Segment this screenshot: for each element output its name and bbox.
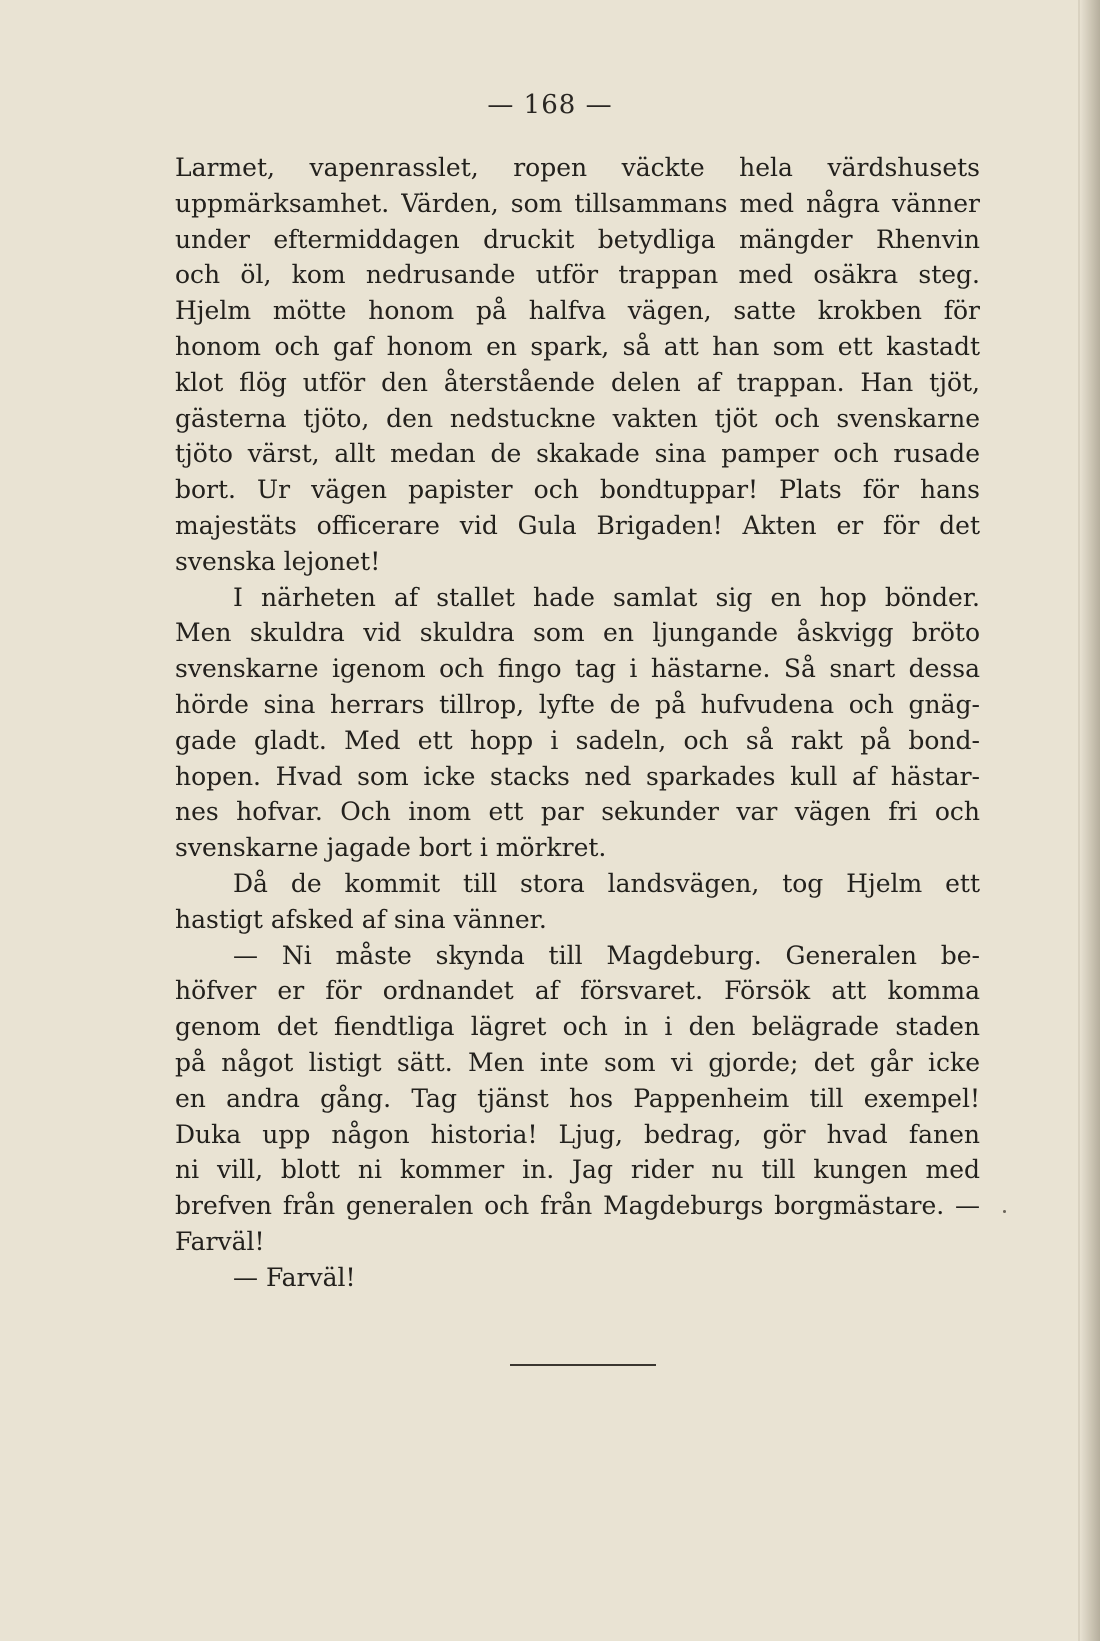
text-line: Larmet, vapenrasslet, ropen väckte hela värdshusets xyxy=(175,153,980,182)
text-line: svenska lejonet! xyxy=(175,546,381,576)
text-line: bort. Ur vägen papister och bondtuppar! Plats för hans xyxy=(175,475,980,505)
text-line: svenskarne jagade bort i mörkret. xyxy=(175,833,607,863)
text-line: under eftermiddagen druckit betydliga mängder Rhenvin xyxy=(175,224,980,254)
text-line: — Farväl! xyxy=(233,1262,356,1292)
ink-speck xyxy=(1003,1210,1006,1213)
text-line: hastigt afsked af sina vänner. xyxy=(175,904,547,934)
text-line: genom det fiendtliga lägret och in i den belägrade staden xyxy=(175,1012,980,1042)
text-line: uppmärksamhet. Värden, som tillsammans med några vänner xyxy=(175,188,980,218)
text-line: nes hofvar. Och inom ett par sekunder var vägen fri och xyxy=(175,797,980,827)
text-line: Då de kommit till stora landsvägen, tog Hjelm ett xyxy=(233,868,980,898)
text-line: ni vill, blott ni kommer in. Jag rider nu till kungen med xyxy=(175,1155,980,1185)
text-line: gästerna tjöto, den nedstuckne vakten tjöt och svenskarne xyxy=(175,403,980,433)
page-number: — 168 — xyxy=(487,90,613,120)
text-line: hörde sina herrars tillrop, lyfte de på hufvudena och gnäg- xyxy=(175,689,980,719)
text-line: gade gladt. Med ett hopp i sadeln, och så rakt på bond- xyxy=(175,725,980,755)
section-end-rule xyxy=(510,1364,656,1366)
text-line: majestäts officerare vid Gula Brigaden! Akten er för det xyxy=(175,510,980,540)
text-line: Duka upp någon historia! Ljug, bedrag, gör hvad fanen xyxy=(175,1119,980,1149)
text-line: tjöto värst, allt medan de skakade sina pamper och rusade xyxy=(175,439,980,469)
text-line: hopen. Hvad som icke stacks ned sparkades kull af hästar- xyxy=(175,761,980,791)
text-line: — Ni måste skynda till Magdeburg. Generalen be- xyxy=(233,940,980,970)
text-line: honom och gaf honom en spark, så att han som ett kastadt xyxy=(175,331,980,361)
body-text xyxy=(175,150,980,1296)
text-line: klot flög utför den återstående delen af trappan. Han tjöt, xyxy=(175,367,980,397)
text-line: svenskarne igenom och fingo tag i hästarne. Så snart dessa xyxy=(175,654,980,684)
page-edge-shadow xyxy=(1080,0,1100,1641)
text-line: Men skuldra vid skuldra som en ljungande åskvigg bröto xyxy=(175,618,980,648)
text-line: Hjelm mötte honom på halfva vägen, satte krokben för xyxy=(175,296,980,326)
text-line: på något listigt sätt. Men inte som vi gjorde; det går icke xyxy=(175,1047,980,1077)
text-line: brefven från generalen och från Magdeburgs borgmästare. — xyxy=(175,1191,980,1221)
text-line: och öl, kom nedrusande utför trappan med osäkra steg. xyxy=(175,260,980,290)
text-line: Farväl! xyxy=(175,1226,265,1256)
text-line: en andra gång. Tag tjänst hos Pappenheim till exempel! xyxy=(175,1083,980,1113)
text-line: höfver er för ordnandet af försvaret. Försök att komma xyxy=(175,976,980,1006)
text-line: I närheten af stallet hade samlat sig en hop bönder. xyxy=(233,582,980,612)
